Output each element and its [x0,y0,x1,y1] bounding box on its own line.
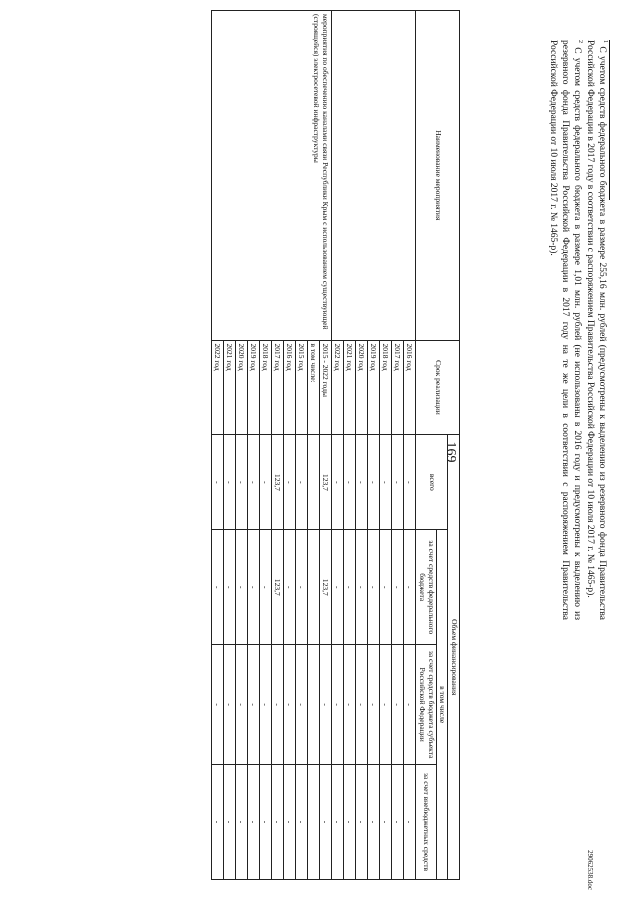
footnote-1: $^1$ С учетом средств федерального бюджета в размере 255,16 млн. рублей (предусмотрены к выделению из резервного фонда Правительства Российской Федерации в 2017 году в соответствии с распоряжением Правительства Российской Федерации от 10 июля 2017 г. № 1465-р). [584,40,608,620]
bottom-federal: - [224,530,236,645]
bottom-period: 2021 год [224,340,236,435]
bottom-total: - [212,435,224,530]
bottom-extra: - [260,765,272,880]
bottom-period: 2022 год [212,340,224,435]
bottom-extra: - [296,765,308,880]
bottom-period: 2016 год [284,340,296,435]
footnote-2: $^2$ С учетом средств федерального бюджета в размере 1,01 млн. рублей (не использованы в 2016 году и предусмотрены к выделению из резервного фонда Правительства Российской Федерации в 2017 году на те же цели в соответствии с распоряжением Правительства Российской Федерации от 10 июля 2017 г. № 1465-р). [548,40,584,621]
footnotes-area [520,40,640,620]
document-id: 29062538.doc [586,850,594,890]
bottom-row [224,11,236,880]
bottom-federal: - [212,530,224,645]
top-regional: - [380,645,392,765]
bottom-total: - [248,435,260,530]
bottom-extra: - [272,765,284,880]
top-federal: - [344,530,356,645]
header-extra: за счет внебюджетных средств [416,765,436,880]
bottom-row [284,11,296,880]
funding-table [212,10,461,880]
top-extra: - [392,765,404,880]
measure-period: 2015 - 2022 годы [320,340,332,435]
name-cell-empty [392,11,404,341]
measure-regional: - [320,645,332,765]
top-regional: - [368,645,380,765]
top-total: - [392,435,404,530]
bottom-total: - [284,435,296,530]
measure-extra: - [320,765,332,880]
top-regional: - [344,645,356,765]
name-cell-empty [212,11,224,341]
top-regional: - [404,645,416,765]
top-federal: - [392,530,404,645]
bottom-total: - [236,435,248,530]
name-cell-empty [332,11,344,341]
table-body-bottom [212,11,308,880]
top-extra: - [344,765,356,880]
bottom-row [296,11,308,880]
bottom-extra: - [284,765,296,880]
page-number: 169 [443,441,458,463]
bottom-total: - [224,435,236,530]
bottom-regional: - [248,645,260,765]
bottom-extra: - [212,765,224,880]
name-cell-empty [224,11,236,341]
name-cell-empty [368,11,380,341]
bottom-row [260,11,272,880]
name-cell-empty [272,11,284,341]
bottom-period: 2018 год [260,340,272,435]
bottom-regional: - [296,645,308,765]
footnote-rule [609,40,610,200]
measure-row [320,11,332,880]
top-federal: - [368,530,380,645]
name-cell-empty [404,11,416,341]
top-row [332,11,344,880]
top-total: - [356,435,368,530]
measure-total: 123,7 [320,435,332,530]
bottom-period: 2019 год [248,340,260,435]
top-period: 2021 год [344,340,356,435]
top-row [368,11,380,880]
top-extra: - [404,765,416,880]
bottom-regional: - [272,645,284,765]
name-cell-empty [356,11,368,341]
top-period: 2022 год [332,340,344,435]
bottom-federal: - [260,530,272,645]
including-label: в том числе: [308,340,320,435]
top-federal: - [356,530,368,645]
top-total: - [332,435,344,530]
top-extra: - [332,765,344,880]
table-body-measure [308,11,332,880]
top-period: 2016 год [404,340,416,435]
measure-federal: 123,7 [320,530,332,645]
top-extra: - [356,765,368,880]
header-federal: за счет средств федерального бюджета [416,530,436,645]
header-including: в том числе [436,530,448,880]
top-federal: - [404,530,416,645]
bottom-federal: - [248,530,260,645]
bottom-federal: - [236,530,248,645]
top-row [356,11,368,880]
bottom-total: - [260,435,272,530]
top-regional: - [356,645,368,765]
rotated-table-area [30,10,460,880]
top-period: 2020 год [356,340,368,435]
bottom-regional: - [236,645,248,765]
top-extra: - [380,765,392,880]
bottom-federal: - [296,530,308,645]
top-regional: - [332,645,344,765]
top-total: - [368,435,380,530]
header-period: Срок реализации [416,340,460,435]
header-total: всего [416,435,448,530]
bottom-federal: 123,7 [272,530,284,645]
top-regional: - [392,645,404,765]
name-cell-empty [296,11,308,341]
top-total: - [344,435,356,530]
top-row [404,11,416,880]
bottom-row [248,11,260,880]
bottom-federal: - [284,530,296,645]
top-row [392,11,404,880]
bottom-regional: - [284,645,296,765]
bottom-row [272,11,284,880]
header-regional: за счет средств бюджета субъекта Российской Федерации [416,645,436,765]
name-cell-empty [248,11,260,341]
top-row [380,11,392,880]
bottom-period: 2015 год [296,340,308,435]
bottom-total: - [296,435,308,530]
bottom-extra: - [224,765,236,880]
bottom-extra: - [236,765,248,880]
bottom-total: 123,7 [272,435,284,530]
top-extra: - [368,765,380,880]
top-period: 2019 год [368,340,380,435]
name-cell-empty [344,11,356,341]
top-row [344,11,356,880]
top-period: 2017 год [392,340,404,435]
top-total: - [380,435,392,530]
bottom-regional: - [260,645,272,765]
bottom-row [212,11,224,880]
header-funding: Объем финансирования [448,435,460,880]
top-total: - [404,435,416,530]
header-name: Наименование мероприятия [416,11,460,341]
top-federal: - [332,530,344,645]
bottom-row [236,11,248,880]
bottom-period: 2017 год [272,340,284,435]
bottom-period: 2020 год [236,340,248,435]
bottom-regional: - [224,645,236,765]
bottom-extra: - [248,765,260,880]
top-federal: - [380,530,392,645]
name-cell-empty [260,11,272,341]
name-cell-empty [236,11,248,341]
measure-name: мероприятия по обеспечению каналами связи Республики Крым с использованием существующей (строящейся) электросетевой инфраструктуры [308,11,332,341]
name-cell-empty [380,11,392,341]
top-period: 2018 год [380,340,392,435]
name-cell-empty [284,11,296,341]
bottom-regional: - [212,645,224,765]
table-body-top [332,11,416,880]
